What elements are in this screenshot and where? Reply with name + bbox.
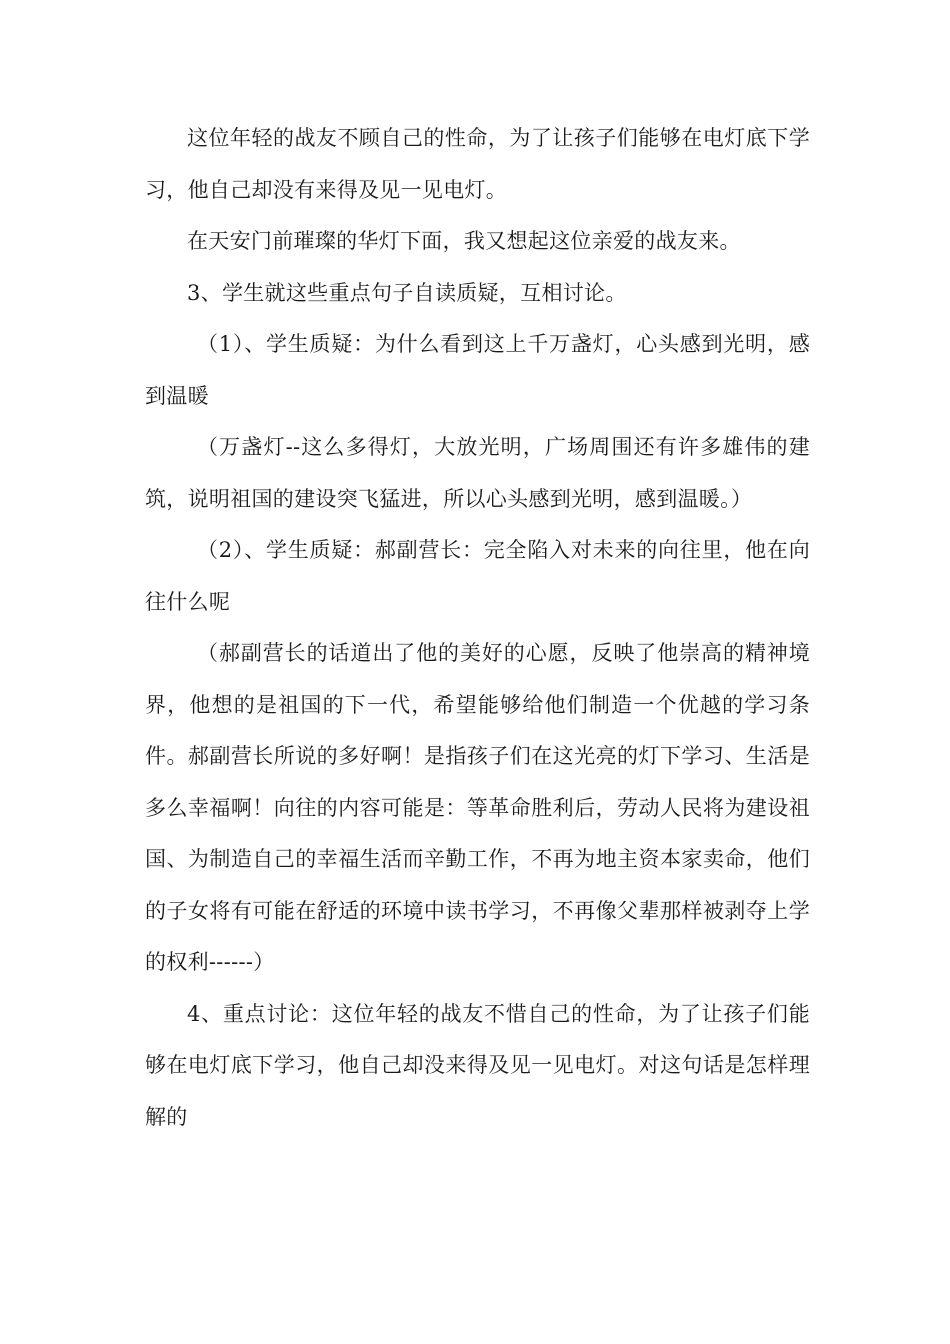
paragraph-3: 3、学生就这些重点句子自读质疑，互相讨论。 <box>187 280 627 305</box>
document-body <box>145 113 810 1143</box>
paragraph-5: （万盏灯--这么多得灯，大放光明，广场周围还有许多雄伟的建筑，说明祖国的建设突飞猛进，所以心头感到光明，感到温暖。） <box>145 435 810 511</box>
paragraph-6: （2）、学生质疑：郝副营长：完全陷入对未来的向往里，他在向往什么呢 <box>145 538 810 614</box>
paragraph-8: 4、重点讨论：这位年轻的战友不惜自己的性命，为了让孩子们能够在电灯底下学习，他自己却没来得及见一见电灯。对这句话是怎样理解的 <box>145 1001 810 1129</box>
paragraph-7: （郝副营长的话道出了他的美好的心愿，反映了他崇高的精神境界，他想的是祖国的下一代，希望能够给他们制造一个优越的学习条件。郝副营长所说的多好啊！是指孩子们在这光亮的灯下学习、生活是多么幸福啊！向往的内容可能是：等革命胜利后，劳动人民将为建设祖国、为制造自己的幸福生活而辛勤工作，不再为地主资本家卖命，他们的子女将有可能在舒适的环境中读书学习，不再像父辈那样被剥夺上学的权利------） <box>145 641 810 974</box>
paragraph-2: 在天安门前璀璨的华灯下面，我又想起这位亲爱的战友来。 <box>187 229 741 253</box>
paragraph-1: 这位年轻的战友不顾自己的性命，为了让孩子们能够在电灯底下学习，他自己却没有来得及见一见电灯。 <box>145 126 810 202</box>
paragraph-4: （1）、学生质疑：为什么看到这上千万盏灯，心头感到光明，感到温暖 <box>145 332 810 408</box>
